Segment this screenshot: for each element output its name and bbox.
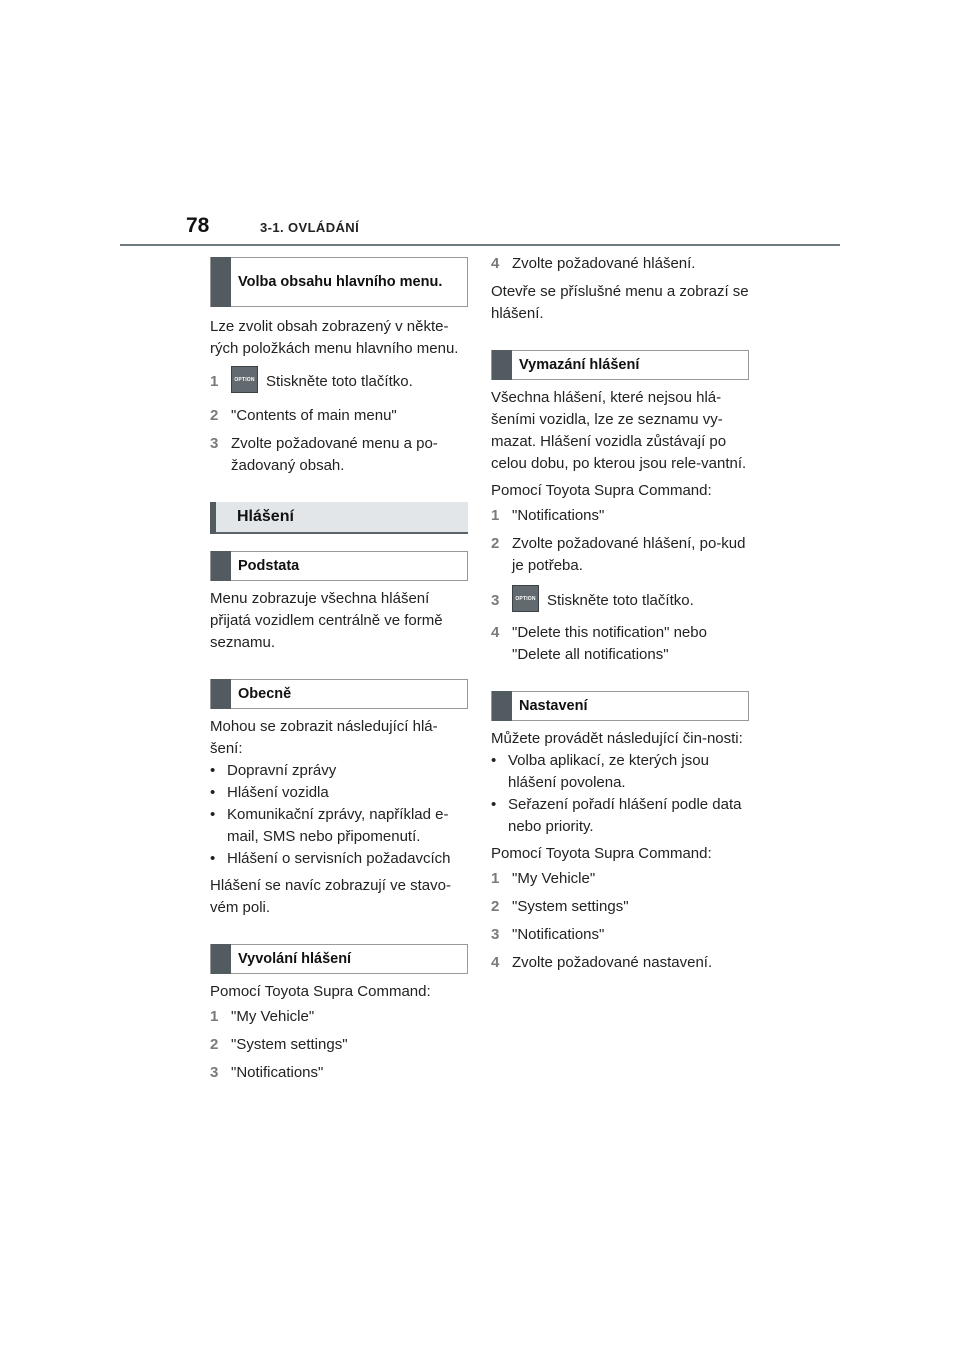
bullet-item: [210, 848, 468, 870]
step-number: 2: [491, 535, 500, 552]
heading-box-obecne: [210, 679, 468, 709]
bullet-item: [491, 794, 749, 838]
heading-podstata: Podstata: [238, 557, 300, 574]
bullet-item: [491, 750, 749, 794]
bullet-dot: •: [210, 850, 216, 867]
step-item: [491, 505, 749, 527]
heading-box-vymazani: [491, 350, 749, 380]
paragraph: Menu zobrazuje všechna hlášení přijatá vozidlem centrálně ve formě seznamu.: [210, 590, 443, 651]
paragraph: Všechna hlášení, které nejsou hlá-šeními vozidla, lze ze seznamu vy-mazat. Hlášení vozidla zůstávají po celou dobu, po kterou jsou rele-vantní.: [491, 389, 747, 472]
step-item: [210, 1062, 468, 1084]
step-number: 3: [210, 1064, 219, 1081]
step-item: [491, 622, 749, 666]
step-number: 1: [491, 507, 500, 524]
heading-nastaveni: Nastavení: [519, 697, 588, 714]
step-item: [210, 1034, 468, 1056]
bullet-text: Dopravní zprávy: [227, 762, 337, 779]
step-text: "Contents of main menu": [231, 407, 397, 424]
step-item: [210, 433, 468, 477]
paragraph: Pomocí Toyota Supra Command:: [491, 482, 712, 499]
step-text: Stiskněte toto tlačítko.: [547, 591, 694, 609]
step-item: [210, 368, 468, 395]
paragraph: Lze zvolit obsah zobrazený v někte-rých položkách menu hlavního menu.: [210, 318, 459, 357]
option-icon-label: OPTION: [234, 377, 255, 383]
step-number: 1: [210, 1008, 219, 1025]
step-text: "System settings": [231, 1036, 348, 1053]
step-text: "Notifications": [512, 507, 605, 524]
bullet-dot: •: [491, 752, 497, 769]
right-column: [491, 253, 749, 974]
step-item: [210, 1006, 468, 1028]
bullet-text: Seřazení pořadí hlášení podle data nebo priority.: [508, 796, 742, 835]
heading-obecne: Obecně: [238, 685, 292, 702]
step-text: "My Vehicle": [512, 870, 596, 887]
bullet-item: [210, 782, 468, 804]
step-number: 4: [491, 954, 500, 971]
option-icon-label: OPTION: [515, 596, 536, 602]
step-number: 3: [491, 926, 500, 943]
heading-box-main-menu: [210, 257, 468, 307]
step-item: [491, 952, 749, 974]
paragraph: Otevře se příslušné menu a zobrazí se hlášení.: [491, 283, 749, 322]
step-text: "System settings": [512, 898, 629, 915]
bullet-dot: •: [491, 796, 497, 813]
step-text: Zvolte požadované hlášení, po-kud je potřeba.: [512, 535, 746, 574]
option-button-icon: [512, 585, 539, 612]
section-heading: Hlášení: [237, 508, 294, 525]
step-text: Zvolte požadované nastavení.: [512, 954, 713, 971]
step-number: 1: [210, 372, 219, 390]
bullet-text: Volba aplikací, ze kterých jsou hlášení povolena.: [508, 752, 709, 791]
heading-main-menu: Volba obsahu hlavního menu.: [238, 273, 443, 290]
bullet-text: Komunikační zprávy, například e-mail, SMS nebo připomenutí.: [227, 806, 449, 845]
option-button-icon: [231, 366, 258, 393]
step-number: 4: [491, 624, 500, 641]
bullet-text: Hlášení o servisních požadavcích: [227, 850, 451, 867]
step-number: 3: [491, 591, 500, 609]
step-text: "My Vehicle": [231, 1008, 315, 1025]
step-item: [491, 868, 749, 890]
heading-vymazani: Vymazání hlášení: [519, 356, 640, 373]
step-number: 1: [491, 870, 500, 887]
chapter-title: 3-1. OVLÁDÁNÍ: [260, 220, 360, 235]
bullet-text: Hlášení vozidla: [227, 784, 329, 801]
paragraph: Můžete provádět následující čin-nosti:: [491, 730, 743, 747]
paragraph: Hlášení se navíc zobrazují ve stavo-vém poli.: [210, 877, 451, 916]
step-text: Stiskněte toto tlačítko.: [266, 372, 413, 390]
step-item: [491, 924, 749, 946]
step-text: Zvolte požadované menu a po-žadovaný obsah.: [231, 435, 438, 474]
bullet-dot: •: [210, 806, 216, 823]
heading-vyvolani: Vyvolání hlášení: [238, 950, 352, 967]
heading-box-podstata: [210, 551, 468, 581]
step-text: "Notifications": [512, 926, 605, 943]
step-text: "Notifications": [231, 1064, 324, 1081]
left-column: [210, 257, 468, 1084]
step-number: 2: [491, 898, 500, 915]
paragraph: Mohou se zobrazit následující hlá-šení:: [210, 718, 438, 757]
section-heading-box: [210, 502, 468, 534]
step-number: 2: [210, 407, 219, 424]
step-item: [210, 405, 468, 427]
paragraph: Pomocí Toyota Supra Command:: [491, 845, 712, 862]
bullet-item: [210, 760, 468, 782]
step-item: [491, 253, 749, 275]
step-item: [491, 896, 749, 918]
step-item: [491, 533, 749, 577]
step-item: [491, 587, 749, 614]
header-rule: [120, 244, 840, 246]
step-text: Zvolte požadované hlášení.: [512, 255, 696, 272]
step-number: 4: [491, 255, 500, 272]
bullet-dot: •: [210, 762, 216, 779]
step-number: 2: [210, 1036, 219, 1053]
heading-box-vyvolani: [210, 944, 468, 974]
heading-box-nastaveni: [491, 691, 749, 721]
step-number: 3: [210, 435, 219, 452]
step-text: "Delete this notification" nebo "Delete all notifications": [512, 624, 707, 663]
bullet-item: [210, 804, 468, 848]
bullet-dot: •: [210, 784, 216, 801]
paragraph: Pomocí Toyota Supra Command:: [210, 983, 431, 1000]
page-number: 78: [186, 214, 210, 237]
